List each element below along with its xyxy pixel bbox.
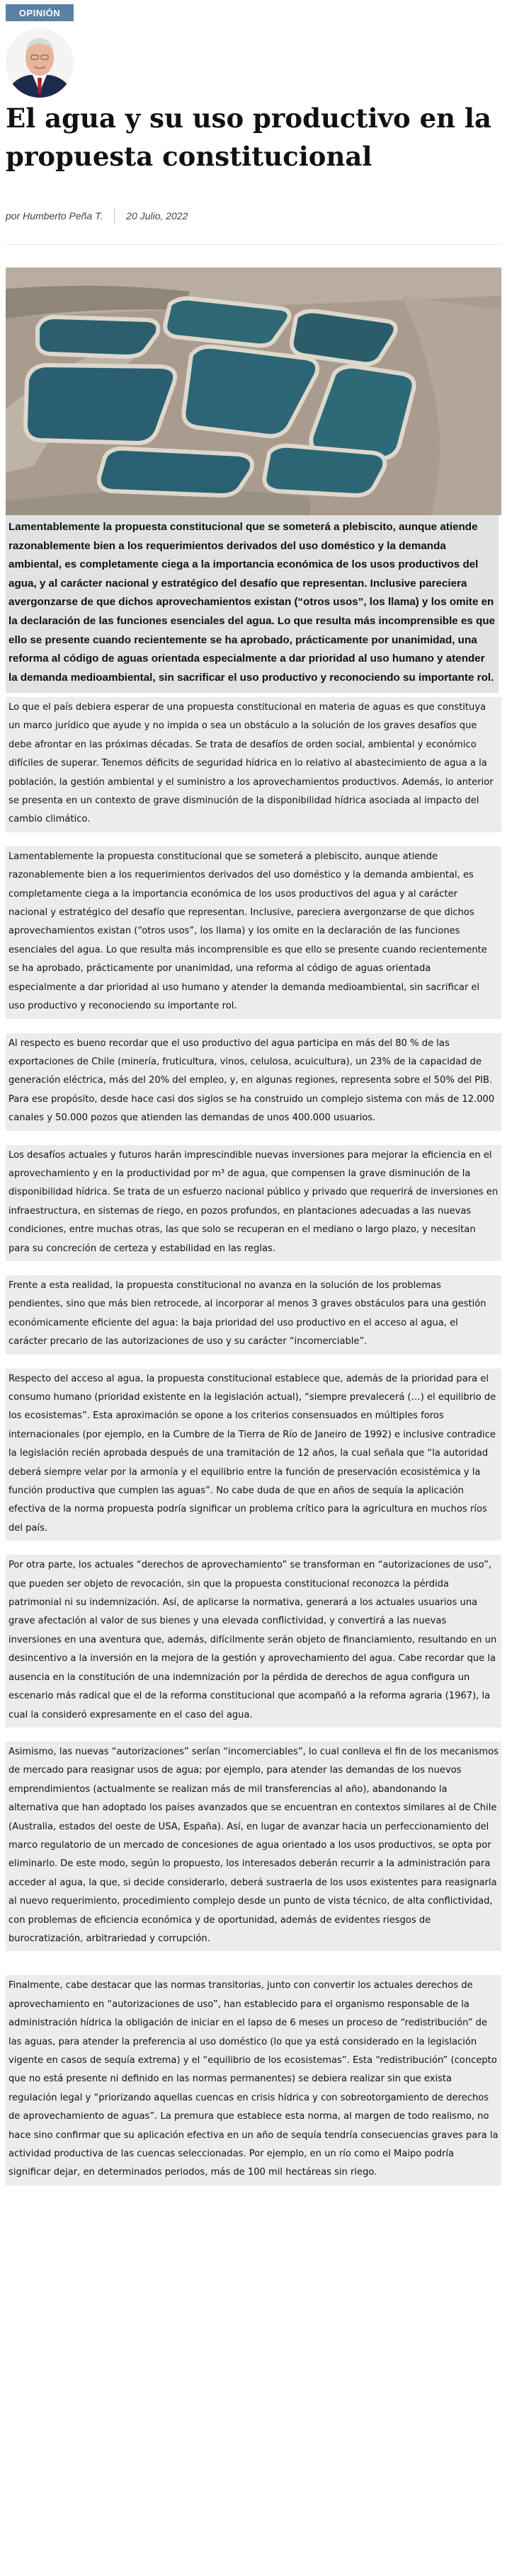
paragraph: Lo que el país debiera esperar de una propuesta constitucional en materia de aguas es que constituya un marco jurídico que ayude y no impida o sea un obstáculo a la solución de los graves desafíos que debe afrontar en las próximas décadas. Se trata de desafíos de orden social, ambiental y económico difíciles de superar. Tenemos déficits de seguridad hídrica en lo relativo al abastecimiento de agua a la población, la gestión ambiental y el suministro a los aprovechamientos productivos. Además, lo anterior se presenta en un contexto de grave disminución de la disponibilidad hídrica asociada al impacto del cambio climático.: [6, 697, 501, 832]
author-name[interactable]: Humberto Peña T.: [23, 210, 103, 222]
article-lead: Lamentablemente la propuesta constitucional que se someterá a plebiscito, aunque atiende razonablemente bien a los requerimientos derivados del uso doméstico y la demanda ambiental, es completamente ciega a la importancia económica de los usos productivos del agua, y al carácter nacional y estratégico del desafío que representan. Inclusive pareciera avergonzarse de que dichos aprovechamientos existan (“otros usos”, los llama) y los omite en la declaración de las funciones esenciales del agua. Lo que resulta más incomprensible es que ello se presente cuando recientemente se ha aprobado, prácticamente por unanimidad, una reforma al código de aguas orientada especialmente a dar prioridad al uso humano y atender la demanda medioambiental, sin sacrificar el uso productivo y reconociendo su importante rol.: [6, 515, 499, 693]
publish-date: 20 Julio, 2022: [126, 210, 188, 222]
paragraph: Frente a esta realidad, la propuesta constitucional no avanza en la solución de los problemas pendientes, sino que más bien retrocede, al incorporar al menos 3 graves obstáculos para una gestión económicamente eficiente del agua: la baja prioridad del uso productivo en el acceso al agua, el carácter precario de las autorizaciones de uso y su carácter “incomerciable”.: [6, 1275, 501, 1355]
article-body: [6, 697, 501, 2200]
paragraph: Los desafíos actuales y futuros harán imprescindible nuevas inversiones para mejorar la eficiencia en el aprovechamiento y en la productividad por m³ de agua, que compensen la grave disminución de la disponibilidad hídrica. Se trata de un esfuerzo nacional público y privado que requerirá de inversiones en infraestructura, en sistemas de riego, en pozos profundos, en plantaciones adecuadas a las nuevas condiciones, entre muchas otras, las que solo se recuperan en el mediano o largo plazo, y necesitan para su concreción de certeza y estabilidad en las reglas.: [6, 1145, 501, 1261]
author-avatar[interactable]: [6, 28, 74, 98]
article-title: El agua y su uso productivo en la propuesta constitucional: [6, 103, 491, 172]
paragraph: Finalmente, cabe destacar que las normas transitorias, junto con convertir los actuales derechos de aprovechamiento en “autorizaciones de uso”, han establecido para el organismo responsable de la administración hídrica la obligación de iniciar en el lapso de 6 meses un proceso de “redistribución” de las aguas, para atender la preferencia al uso doméstico (lo que ya está considerado en la legislación vigente en casos de sequía extrema) y el “equilibrio de los ecosistemas”. Esta “redistribución” (concepto que no está presente ni definido en las normas permanentes) se debiera realizar sin que exista regulación legal y “priorizando aquellas cuencas en crisis hídrica y con sobreotorgamiento de derechos de aprovechamiento de aguas”. La premura que establece esta norma, al margen de todo realismo, no hace sino confirmar que su aplicación efectiva en un año de sequía tendría consecuencias graves para la actividad productiva de las cuencas seleccionadas. Por ejemplo, en un río como el Maipo podría significar dejar, en determinados periodos, más de 100 mil hectáreas sin riego.: [6, 1975, 501, 2185]
paragraph: Por otra parte, los actuales “derechos de aprovechamiento” se transforman en “autorizaciones de uso”, que pueden ser objeto de revocación, sin que la propuesta constitucional reconozca la pérdida patrimonial ni su indemnización. Así, de aplicarse la normativa, generará a los actuales usuarios una grave afectación al valor de sus bienes y una elevada conflictividad, y convertirá a las nuevas inversiones en una aventura que, además, difícilmente serán objeto de financiamiento, resultando en un desincentivo a la inversión en la mejora de la gestión y aprovechamiento del agua. Cabe recordar que la ausencia en la constitución de una indemnización por la pérdida de derechos de agua configura un escenario más radical que el de la reforma constitucional que acompañó a la reforma agraria (1967), la cual la consideró expresamente en el caso del agua.: [6, 1555, 501, 1727]
header-divider: [6, 244, 501, 245]
paragraph: Asimismo, las nuevas “autorizaciones” serían “incomerciables”, lo cual conlleva el fin de los mecanismos de mercado para reasignar usos de agua; por ejemplo, para atender las demandas de los nuevos emprendimientos (actualmente se realizan más de mil transferencias al año), abandonando la alternativa que han adoptado los países avanzados que se encuentran en contextos similares al de Chile (Australia, estados del oeste de USA, España). Así, en lugar de avanzar hacia un perfeccionamiento del marco regulatorio de un mercado de concesiones de agua orientado a los usos productivos, se opta por eliminarlo. De este modo, según lo propuesto, los interesados deberán recurrir a la administración para acceder al agua, la que, si decide considerarlo, deberá sustraerla de los usos existentes para reasignarla al nuevo requerimiento, procedimiento complejo desde un punto de vista técnico, de alta conflictividad, con problemas de eficiencia económica y de oportunidad, además de evidentes riesgos de burocratización, arbitrariedad y corrupción.: [6, 1742, 501, 1951]
byline-divider: [114, 207, 115, 224]
paragraph: Al respecto es bueno recordar que el uso productivo del agua participa en más del 80 % de las exportaciones de Chile (minería, fruticultura, vinos, celulosa, acuicultura), un 23% de la capacidad de generación eléctrica, más del 20% del empleo, y, en algunas regiones, representa sobre el 50% del PIB. Para ese propósito, desde hace casi dos siglos se ha construido un complejo sistema con más de 12.000 canales y 50.000 pozos que atienden las demandas de unos 400.000 usuarios.: [6, 1033, 501, 1131]
article-hero-image: [6, 268, 501, 515]
byline-prefix: por: [6, 210, 21, 222]
paragraph: Lamentablemente la propuesta constitucional que se someterá a plebiscito, aunque atiende razonablemente bien a los requerimientos derivados del uso doméstico y la demanda ambiental, es completamente ciega a la importancia económica de los usos productivos del agua y al carácter nacional y estratégico del desafío que representan. Inclusive, pareciera avergonzarse de que dichos aprovechamientos existan (“otros usos”, los llama) y los omite en la declaración de las funciones esenciales del agua. Lo que resulta más incomprensible es que ello se presente cuando recientemente se ha aprobado, prácticamente por unanimidad, una reforma al código de aguas orientada especialmente a dar prioridad al uso humano y atender la demanda medioambiental, sin sacrificar el uso productivo y reconociendo su importante rol.: [6, 846, 501, 1019]
paragraph: Respecto del acceso al agua, la propuesta constitucional establece que, además de la prioridad para el consumo humano (prioridad existente en la legislación actual), “siempre prevalecerá (…) el equilibrio de los ecosistemas”. Esta aproximación se opone a los criterios consensuados en múltiples foros internacionales (por ejemplo, en la Cumbre de la Tierra de Río de Janeiro de 1992) e inclusive contradice la legislación recién aprobada después de una tramitación de 12 años, la cual señala que “la autoridad deberá siempre velar por la armonía y el equilibrio entre la función de preservación ecosistémica y la función productiva que cumplen las aguas”. No cabe duda de que en años de sequía la aplicación efectiva de la norma propuesta podría significar un problema crítico para la agricultura en muchos ríos del país.: [6, 1369, 501, 1541]
byline: [6, 207, 188, 224]
category-badge[interactable]: OPINIÓN: [6, 4, 74, 21]
